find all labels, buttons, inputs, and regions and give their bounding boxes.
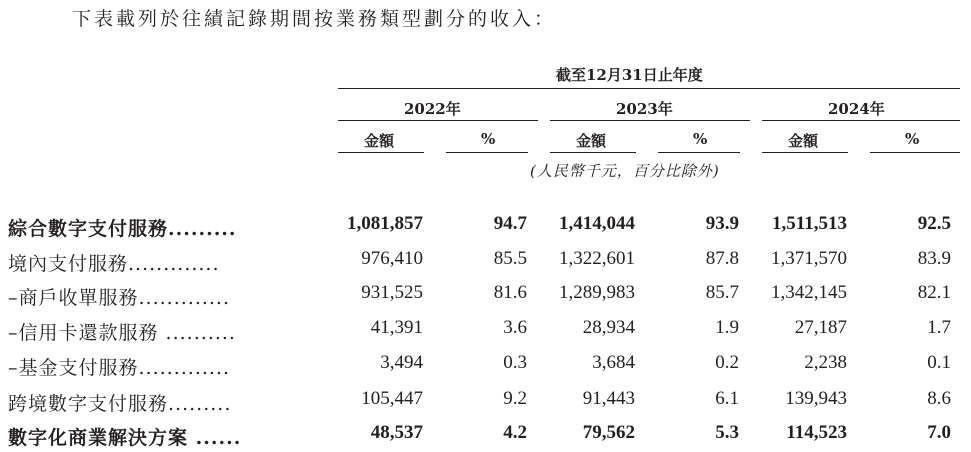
cell-p2023: 6.1: [715, 388, 739, 409]
year-header-2022: 2022年: [404, 100, 461, 118]
cell-v2022: 41,391: [370, 317, 423, 338]
row-label: –信用卡還款服務 ..........: [8, 322, 236, 344]
cell-p2022: 94.7: [493, 213, 527, 234]
year-rule-2024: [762, 120, 960, 121]
unit-note: (人民幣千元，百分比除外): [530, 162, 720, 180]
subhead-rule-pct-2023: [658, 152, 740, 153]
row-label: 綜合數字支付服務.........: [8, 218, 237, 240]
cell-p2022: 81.6: [493, 282, 527, 303]
cell-v2023: 1,414,044: [559, 213, 635, 234]
cell-p2023: 1.9: [715, 317, 739, 338]
cell-p2022: 9.2: [503, 388, 527, 409]
cell-p2024: 8.6: [927, 388, 951, 409]
row-label: –商戶收單服務.............: [8, 287, 231, 309]
cell-v2024: 1,511,513: [772, 213, 847, 234]
year-header-2024: 2024年: [828, 100, 885, 118]
cell-v2023: 28,934: [582, 317, 635, 338]
cell-v2022: 3,494: [380, 352, 423, 373]
pct-header-2024: %: [905, 130, 920, 148]
cell-v2023: 79,562: [582, 422, 635, 443]
subhead-rule-pct-2022: [446, 152, 528, 153]
row-label: 境內支付服務.............: [8, 253, 220, 275]
amount-header-2024: 金額: [788, 132, 819, 150]
cell-p2024: 92.5: [917, 213, 951, 234]
cell-v2022: 931,525: [361, 282, 423, 303]
subhead-rule-amount-2023: [550, 152, 636, 153]
cell-p2022: 85.5: [493, 248, 527, 269]
cell-v2023: 91,443: [582, 388, 635, 409]
row-label: 跨境數字支付服務.........: [8, 393, 232, 415]
cell-p2024: 1.7: [927, 317, 951, 338]
cell-v2024: 27,187: [794, 317, 847, 338]
cell-p2024: 83.9: [917, 248, 951, 269]
cell-p2024: 82.1: [917, 282, 951, 303]
cell-v2022: 1,081,857: [347, 213, 423, 234]
cell-v2022: 48,537: [370, 422, 423, 443]
cell-p2023: 93.9: [705, 213, 739, 234]
cell-v2024: 1,342,145: [771, 282, 847, 303]
cell-v2023: 1,322,601: [559, 248, 635, 269]
cell-p2023: 5.3: [715, 422, 739, 443]
cell-v2023: 3,684: [592, 352, 635, 373]
pct-header-2022: %: [481, 130, 496, 148]
year-header-2023: 2023年: [616, 100, 673, 118]
cell-v2024: 2,238: [804, 352, 847, 373]
year-rule-2022: [338, 120, 538, 121]
year-rule-2023: [550, 120, 750, 121]
row-label: 數字化商業解決方案 ......: [8, 427, 242, 449]
cell-p2023: 87.8: [705, 248, 739, 269]
cell-v2022: 105,447: [361, 388, 423, 409]
cell-v2024: 114,523: [786, 422, 847, 443]
subhead-rule-pct-2024: [870, 152, 960, 153]
cell-v2024: 1,371,570: [771, 248, 847, 269]
cell-p2022: 3.6: [503, 317, 527, 338]
cell-p2023: 0.2: [715, 352, 739, 373]
intro-text: 下表載列於往績記錄期間按業務類型劃分的收入：: [72, 8, 557, 30]
cell-p2024: 0.1: [927, 352, 951, 373]
cell-p2024: 7.0: [927, 422, 951, 443]
amount-header-2022: 金額: [364, 132, 395, 150]
cell-v2023: 1,289,983: [559, 282, 635, 303]
subhead-rule-amount-2024: [762, 152, 848, 153]
pct-header-2023: %: [693, 130, 708, 148]
cell-p2022: 4.2: [503, 422, 527, 443]
period-header: 截至12月31日止年度: [556, 66, 703, 84]
cell-p2022: 0.3: [503, 352, 527, 373]
row-label: –基金支付服務.............: [8, 357, 231, 379]
cell-v2022: 976,410: [361, 248, 423, 269]
cell-v2024: 139,943: [785, 388, 847, 409]
cell-p2023: 85.7: [705, 282, 739, 303]
subhead-rule-amount-2022: [338, 152, 424, 153]
amount-header-2023: 金額: [576, 132, 607, 150]
period-rule: [338, 88, 960, 89]
